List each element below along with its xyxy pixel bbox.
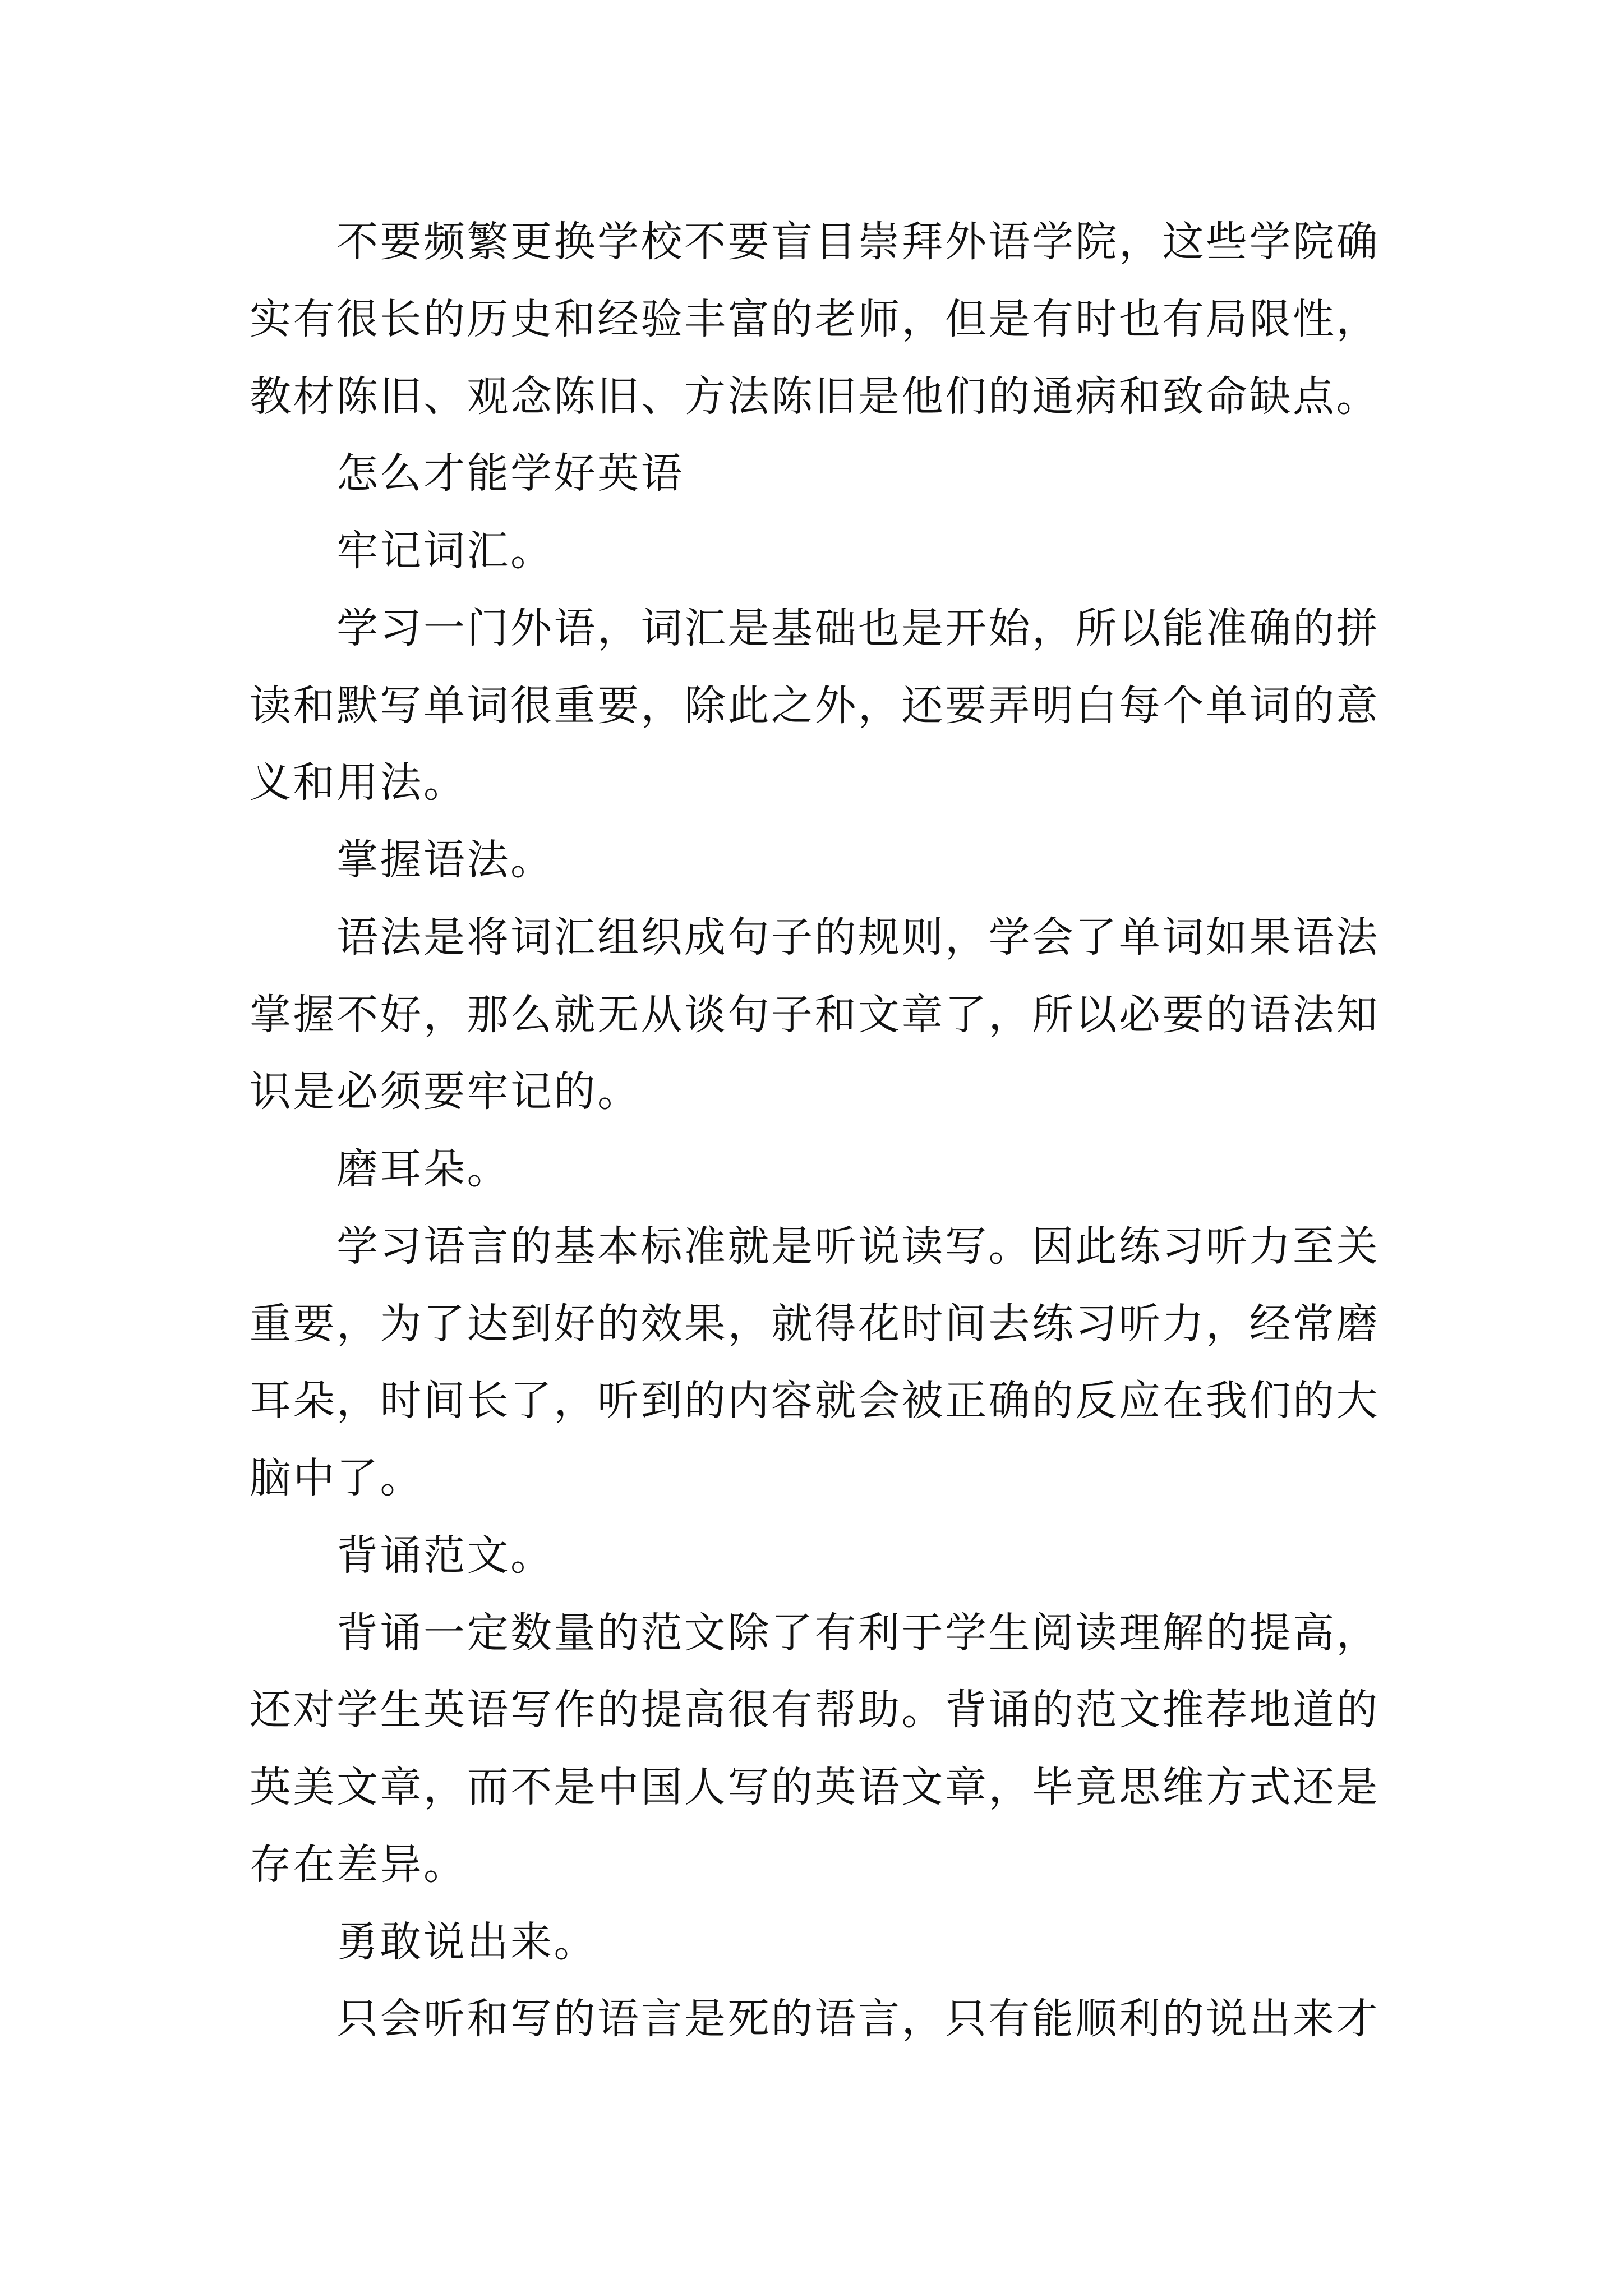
- subheading-text: 磨耳朵。: [336, 1145, 510, 1193]
- paragraph-line: 英美文章，而不是中国人写的英语文章，毕竟思维方式还是: [250, 1763, 1380, 1811]
- paragraph-line: 实有很长的历史和经验丰富的老师，但是有时也有局限性，: [250, 295, 1380, 343]
- subheading: [250, 1517, 1381, 1595]
- paragraph-line: 还对学生英语写作的提高很有帮助。背诵的范文推荐地道的: [250, 1686, 1380, 1734]
- paragraph-line: 脑中了。: [250, 1454, 423, 1502]
- subheading: [250, 1131, 1381, 1208]
- paragraph-line: 只会听和写的语言是死的语言，只有能顺利的说出来才: [336, 1995, 1380, 2044]
- paragraph-line: 掌握不好，那么就无从谈句子和文章了，所以必要的语法知: [250, 990, 1380, 1039]
- paragraph-line: 不要频繁更换学校不要盲目崇拜外语学院，这些学院确: [336, 218, 1380, 266]
- paragraph: [250, 204, 1381, 435]
- paragraph: [250, 1981, 1381, 2058]
- subheading-text: 牢记词汇。: [336, 527, 554, 575]
- subheading: [250, 513, 1381, 590]
- paragraph-line: 教材陈旧、观念陈旧、方法陈旧是他们的通病和致命缺点。: [250, 372, 1380, 421]
- paragraph-line: 背诵一定数量的范文除了有利于学生阅读理解的提高，: [336, 1608, 1380, 1657]
- paragraph-line: 耳朵，时间长了，听到的内容就会被正确的反应在我们的大: [250, 1377, 1380, 1425]
- paragraph-line: 学习语言的基本标准就是听说读写。因此练习听力至关: [336, 1222, 1380, 1271]
- subheading-text: 背诵范文。: [336, 1531, 554, 1580]
- section-heading-text: 怎么才能学好英语: [336, 449, 684, 498]
- paragraph: [250, 899, 1381, 1131]
- paragraph-line: 义和用法。: [250, 758, 467, 807]
- subheading-text: 掌握语法。: [336, 836, 554, 884]
- subheading: [250, 822, 1381, 899]
- paragraph-line: 识是必须要牢记的。: [250, 1068, 641, 1116]
- document-body: [250, 204, 1381, 2058]
- paragraph-line: 语法是将词汇组织成句子的规则，学会了单词如果语法: [336, 913, 1380, 961]
- paragraph-line: 学习一门外语，词汇是基础也是开始，所以能准确的拼: [336, 604, 1380, 652]
- paragraph-line: 重要，为了达到好的效果，就得花时间去练习听力，经常磨: [250, 1299, 1380, 1348]
- section-heading: [250, 435, 1381, 513]
- subheading-text: 勇敢说出来。: [336, 1917, 597, 1966]
- paragraph-line: 存在差异。: [250, 1840, 467, 1889]
- paragraph: [250, 1208, 1381, 1517]
- subheading: [250, 1904, 1381, 1981]
- paragraph: [250, 1595, 1381, 1904]
- paragraph: [250, 590, 1381, 822]
- paragraph-line: 读和默写单词很重要，除此之外，还要弄明白每个单词的意: [250, 681, 1380, 730]
